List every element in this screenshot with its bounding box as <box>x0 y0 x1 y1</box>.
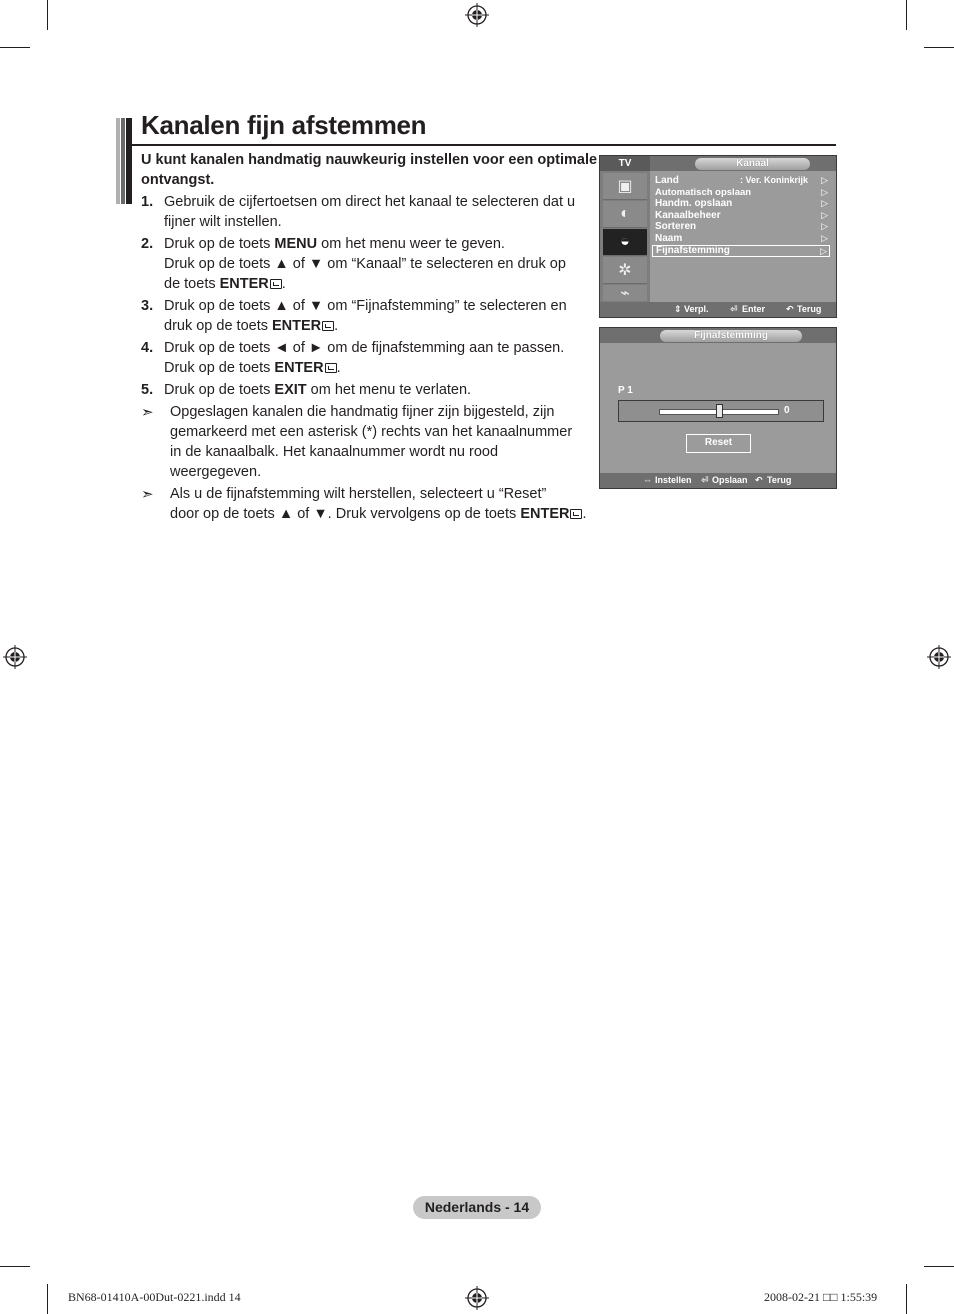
step-2 <box>141 234 611 294</box>
osd-top-bar <box>600 156 836 171</box>
help-adjust: Instellen <box>655 475 692 485</box>
step-text: Druk op de toets <box>164 360 275 376</box>
osd-channel-menu <box>599 155 837 318</box>
osd-item-label: Kanaalbeheer <box>655 209 721 221</box>
step-text: Druk op de toets ▲ of ▼ om “Kanaal” te selecteren en druk op <box>164 256 566 272</box>
help-enter: Enter <box>742 304 766 314</box>
sound-menu-icon[interactable]: ◐ <box>603 201 647 228</box>
note-text: Opgeslagen kanalen die handmatig fijner zijn bijgesteld, zijn <box>170 404 555 420</box>
arrow-right-icon: ▷ <box>821 198 828 209</box>
step-4 <box>141 338 611 378</box>
step-number: 3. <box>141 298 154 314</box>
note-text: Als u de fijnafstemming wilt herstellen, selecteert u “Reset” <box>170 486 547 502</box>
step-text: Druk op de toets ▲ of ▼ om “Fijnafstemming” te selecteren en <box>164 298 567 314</box>
crop-mark-bottom-right-h <box>924 1266 954 1267</box>
osd-item-label: Sorteren <box>655 221 697 233</box>
step-number: 2. <box>141 236 154 252</box>
fine-tune-slider-box <box>618 400 824 422</box>
osd-fine-tune-screen <box>599 327 837 489</box>
reset-button[interactable]: Reset <box>686 434 751 453</box>
osd-item-label: Fijnafstemming <box>656 244 730 256</box>
osd-item-channel-manager[interactable] <box>652 210 830 222</box>
osd-item-label: Handm. opslaan <box>655 198 733 210</box>
step-text: fijner wilt instellen. <box>164 214 282 230</box>
channel-menu-icon[interactable]: ◒ <box>603 229 647 256</box>
registration-mark-left-icon <box>3 645 27 669</box>
step-text: druk op de toets <box>164 318 273 334</box>
left-right-icon: ⇔ <box>643 475 652 485</box>
setup-menu-icon[interactable]: ✲ <box>603 257 647 284</box>
title-decoration-bars <box>116 118 132 204</box>
crop-mark-bottom-right-v <box>906 1284 907 1314</box>
print-slug-left: BN68-01410A-00Dut-0221.indd 14 <box>68 1290 241 1304</box>
key-enter: ENTER <box>219 276 269 292</box>
step-text: . <box>336 360 341 376</box>
registration-mark-right-icon <box>927 645 951 669</box>
osd-menu-list <box>652 175 830 257</box>
osd-top-bar <box>600 328 836 343</box>
enter-icon <box>322 321 334 331</box>
arrow-right-icon: ▷ <box>821 232 828 243</box>
step-text: Gebruik de cijfertoetsen om direct het kanaal te selecteren dat u <box>164 194 576 210</box>
osd-menu-header: Kanaal <box>695 158 810 170</box>
osd-menu-sidebar <box>600 171 650 302</box>
registration-mark-top-icon <box>465 3 489 27</box>
osd-item-label: Automatisch opslaan <box>655 186 752 198</box>
arrow-right-icon: ▷ <box>821 221 828 232</box>
step-text: Druk op de toets ◄ of ► om de fijnafstemming aan te passen. <box>164 340 565 356</box>
osd-source-label: TV <box>600 156 650 171</box>
note-arrow-icon: ➣ <box>141 486 154 503</box>
picture-menu-icon[interactable]: ▣ <box>603 173 647 200</box>
osd-fine-tune-header: Fijnafstemming <box>660 330 802 342</box>
osd-item-fine-tune[interactable] <box>652 245 830 257</box>
fine-tune-value: 0 <box>784 405 790 416</box>
note-2 <box>141 484 611 524</box>
fine-tune-slider-handle[interactable] <box>716 404 723 418</box>
step-1 <box>141 192 611 232</box>
osd-item-sort[interactable] <box>652 221 830 233</box>
note-text: gemarkeerd met een asterisk (*) rechts van het kanaalnummer <box>170 424 573 440</box>
note-text: in de kanaalbalk. Het kanaalnummer wordt nu rood <box>170 444 499 460</box>
intro-text: U kunt kanalen handmatig nauwkeurig instellen voor een optimale ontvangst. <box>141 152 598 188</box>
crop-mark-top-left-v <box>47 0 48 30</box>
help-back: Terug <box>767 475 792 485</box>
crop-mark-top-right-h <box>924 47 954 48</box>
help-back: Terug <box>797 304 822 314</box>
crop-mark-top-left-h <box>0 47 30 48</box>
step-text: de toets <box>164 276 220 292</box>
arrow-right-icon: ▷ <box>821 175 828 185</box>
step-text: . <box>334 318 339 334</box>
step-number: 5. <box>141 382 154 398</box>
up-down-icon: ⇕ <box>674 304 682 314</box>
return-icon: ↶ <box>755 475 763 485</box>
osd-item-name[interactable] <box>652 233 830 245</box>
key-menu: MENU <box>274 236 318 252</box>
osd-item-manual-store[interactable] <box>652 198 830 210</box>
step-text: Druk op de toets <box>164 382 275 398</box>
key-exit: EXIT <box>274 382 307 398</box>
arrow-right-icon: ▷ <box>820 245 827 256</box>
note-text: weergegeven. <box>170 464 262 480</box>
enter-small-icon: ⏎ <box>730 304 738 314</box>
enter-icon <box>570 509 582 519</box>
arrow-right-icon: ▷ <box>821 209 828 220</box>
step-text: . <box>281 276 286 292</box>
step-number: 4. <box>141 340 154 356</box>
registration-mark-bottom-icon <box>465 1286 489 1310</box>
step-number: 1. <box>141 194 154 210</box>
arrow-right-icon: ▷ <box>821 186 828 197</box>
crop-mark-top-right-v <box>906 0 907 30</box>
help-save: Opslaan <box>712 475 748 485</box>
page-title: Kanalen fijn afstemmen <box>141 110 427 140</box>
note-text: . <box>582 506 587 522</box>
note-arrow-icon: ➣ <box>141 404 154 421</box>
instructions <box>141 150 611 526</box>
key-enter: ENTER <box>520 506 570 522</box>
osd-help-bar <box>600 302 836 317</box>
crop-mark-bottom-left-h <box>0 1266 30 1267</box>
osd-item-label: Naam <box>655 232 683 244</box>
enter-icon <box>270 279 282 289</box>
osd-item-value: : Ver. Koninkrijk <box>740 175 809 185</box>
step-text: Druk op de toets <box>164 236 275 252</box>
key-enter: ENTER <box>272 318 322 334</box>
help-move: Verpl. <box>684 304 709 314</box>
title-rule <box>132 144 836 146</box>
step-3 <box>141 296 611 336</box>
osd-item-label: Land <box>655 175 679 186</box>
osd-item-land[interactable] <box>652 175 830 187</box>
program-number: P 1 <box>618 385 633 396</box>
step-5 <box>141 380 611 400</box>
step-text: om het menu weer te geven. <box>317 236 505 252</box>
crop-mark-bottom-left-v <box>47 1284 48 1314</box>
osd-item-auto-store[interactable] <box>652 187 830 199</box>
key-enter: ENTER <box>274 360 324 376</box>
osd-help-bar <box>600 473 836 488</box>
step-text: om het menu te verlaten. <box>306 382 472 398</box>
note-1 <box>141 402 611 482</box>
input-menu-icon[interactable]: ⌁ <box>603 285 647 301</box>
page-number-badge: Nederlands - 14 <box>413 1196 541 1219</box>
enter-icon <box>325 363 337 373</box>
note-text: door op de toets ▲ of ▼. Druk vervolgens op de toets <box>170 506 521 522</box>
print-slug-right: 2008-02-21 □□ 1:55:39 <box>764 1290 878 1304</box>
return-icon: ↶ <box>786 304 794 314</box>
enter-small-icon: ⏎ <box>701 475 709 485</box>
